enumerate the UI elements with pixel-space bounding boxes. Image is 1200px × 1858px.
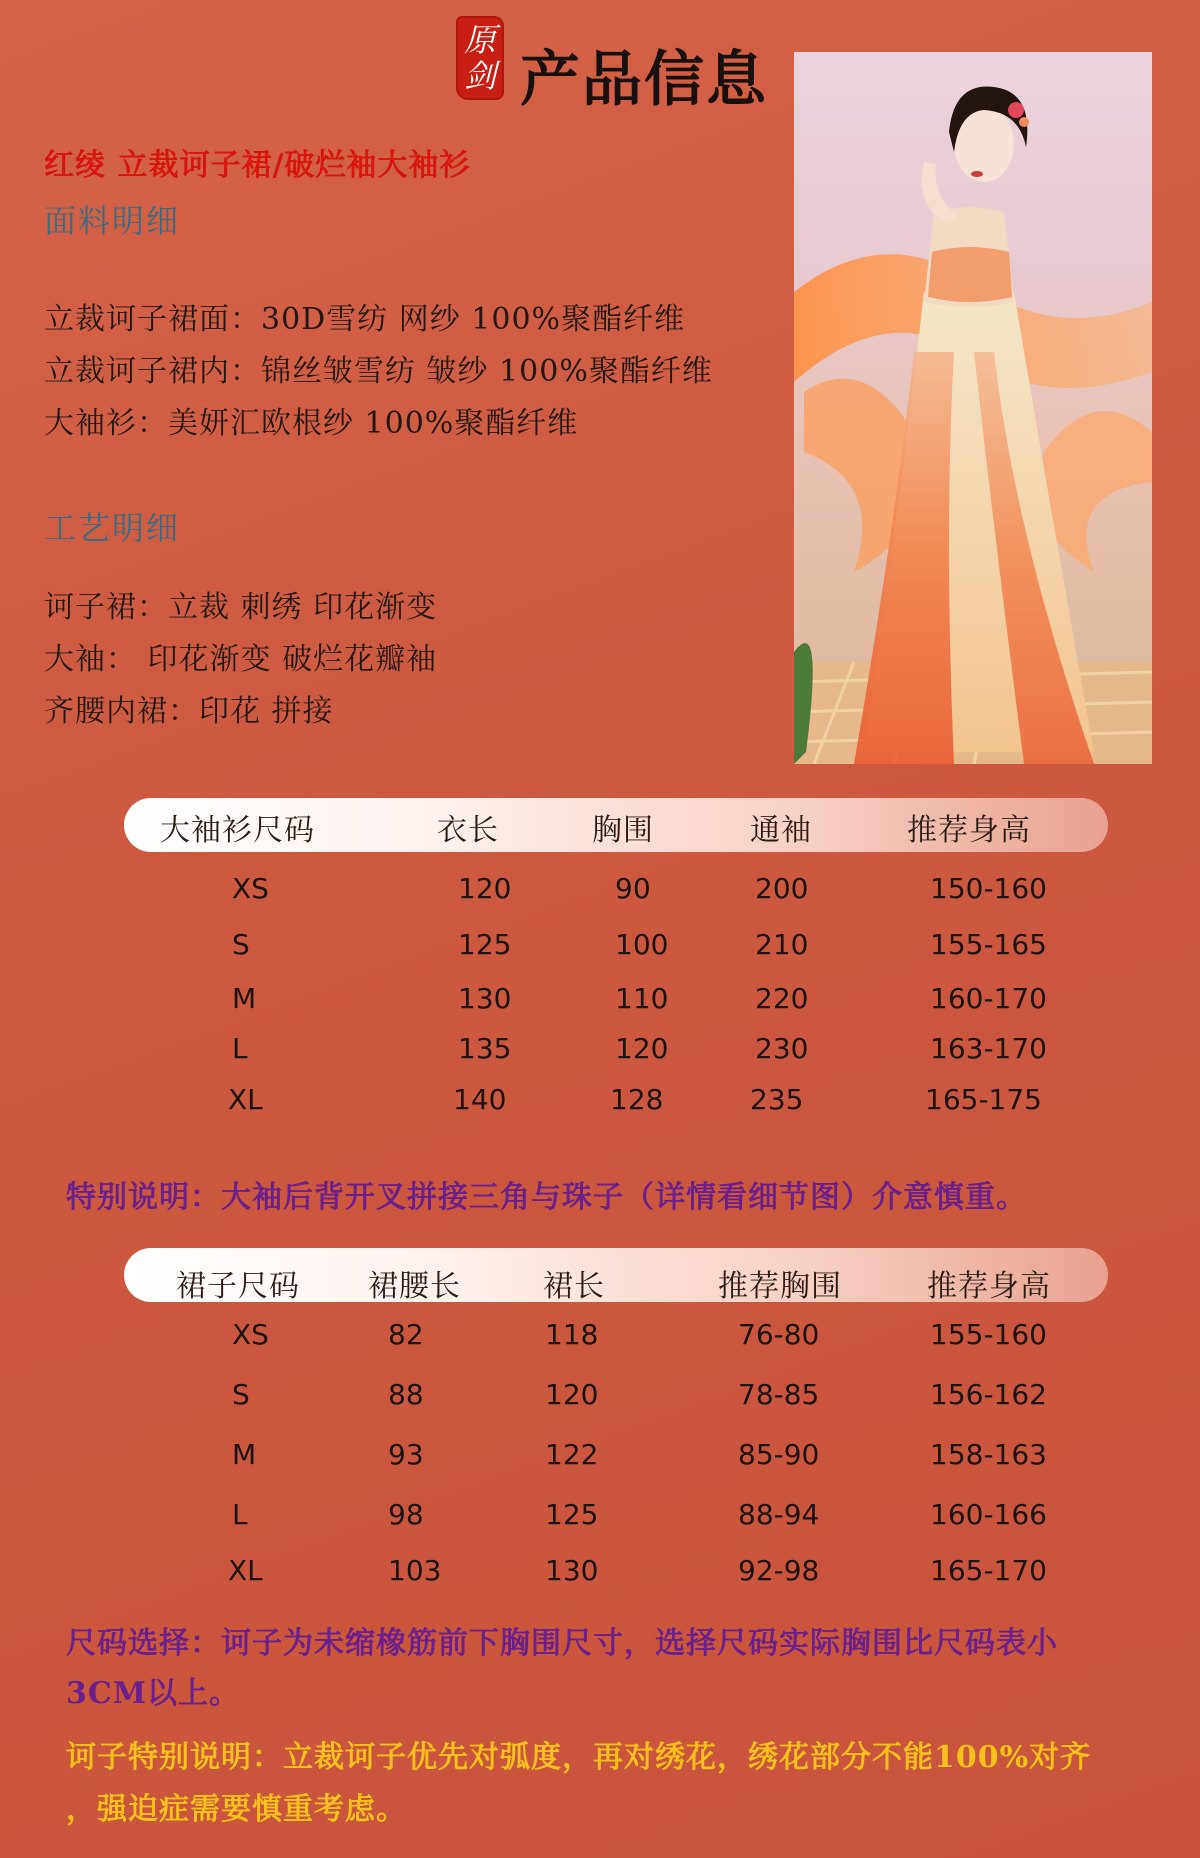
table-cell: 125	[545, 1498, 599, 1531]
fabric-line: 立裁诃子裙内：锦丝皱雪纺 皱纱 100%聚酯纤维	[44, 354, 713, 389]
fabric-line: 立裁诃子裙面：30D雪纺 网纱 100%聚酯纤维	[44, 302, 686, 337]
table-cell: 155-165	[930, 928, 1047, 961]
table-cell: L	[232, 1498, 248, 1531]
table-cell: 93	[388, 1438, 424, 1471]
column-header: 裙子尺码	[176, 1269, 300, 1304]
table-cell: 120	[545, 1378, 599, 1411]
table-cell: 140	[453, 1083, 507, 1116]
table-cell: 85-90	[738, 1438, 820, 1471]
model-illustration	[794, 52, 1152, 764]
table-cell: 82	[388, 1318, 424, 1351]
model-photo	[794, 52, 1152, 764]
craft-line: 大袖： 印花渐变 破烂花瓣袖	[44, 642, 438, 677]
craft-heading: 工艺明细	[44, 509, 181, 547]
table-cell: 110	[615, 982, 669, 1015]
table-cell: 160-166	[930, 1498, 1047, 1531]
size-note-line: 尺码选择：诃子为未缩橡筋前下胸围尺寸，选择尺码实际胸围比尺码表小	[66, 1626, 1058, 1661]
table-cell: 78-85	[738, 1378, 820, 1411]
brand-seal	[456, 16, 504, 100]
table-cell: 103	[388, 1554, 442, 1587]
column-header: 通袖	[750, 813, 812, 848]
table-cell: XS	[232, 1318, 269, 1351]
product-name: 红绫 立裁诃子裙/破烂袖大袖衫	[44, 148, 471, 183]
table-cell: 230	[755, 1032, 809, 1065]
craft-line: 齐腰内裙：印花 拼接	[44, 694, 334, 729]
table-cell: S	[232, 1378, 250, 1411]
table-cell: 92-98	[738, 1554, 820, 1587]
table-cell: 165-170	[930, 1554, 1047, 1587]
fabric-line: 大袖衫：美妍汇欧根纱 100%聚酯纤维	[44, 406, 579, 441]
table-cell: 150-160	[930, 872, 1047, 905]
column-header: 衣长	[437, 813, 499, 848]
table-cell: 88	[388, 1378, 424, 1411]
table-cell: 128	[610, 1083, 664, 1116]
size-note-line: 3CM以上。	[66, 1676, 240, 1711]
table-cell: 210	[755, 928, 809, 961]
table-cell: XL	[228, 1083, 263, 1116]
column-header: 推荐身高	[927, 1269, 1051, 1304]
column-header: 胸围	[592, 813, 654, 848]
column-header: 推荐胸围	[718, 1269, 842, 1304]
table-cell: XS	[232, 872, 269, 905]
table-cell: 122	[545, 1438, 599, 1471]
table-cell: 156-162	[930, 1378, 1047, 1411]
table-cell: 163-170	[930, 1032, 1047, 1065]
table-cell: 200	[755, 872, 809, 905]
table-cell: 90	[615, 872, 651, 905]
table-cell: 120	[615, 1032, 669, 1065]
table-cell: 155-160	[930, 1318, 1047, 1351]
table-cell: 120	[458, 872, 512, 905]
column-header: 推荐身高	[907, 813, 1031, 848]
special-note: 特别说明：大袖后背开叉拼接三角与珠子（详情看细节图）介意慎重。	[66, 1180, 1027, 1215]
table-cell: M	[232, 982, 257, 1015]
hezi-note-line: 诃子特别说明：立裁诃子优先对弧度，再对绣花，绣花部分不能100%对齐	[66, 1740, 1092, 1775]
table-cell: 118	[545, 1318, 599, 1351]
hezi-note-line: ，强迫症需要慎重考虑。	[66, 1792, 407, 1827]
table-cell: 235	[750, 1083, 804, 1116]
table-cell: 160-170	[930, 982, 1047, 1015]
table-cell: 100	[615, 928, 669, 961]
table-cell: 130	[458, 982, 512, 1015]
column-header: 大袖衫尺码	[160, 813, 315, 848]
table-cell: 98	[388, 1498, 424, 1531]
seal-char: 剑	[463, 57, 496, 95]
table-cell: 76-80	[738, 1318, 820, 1351]
craft-line: 诃子裙：立裁 刺绣 印花渐变	[44, 590, 438, 625]
table-cell: 158-163	[930, 1438, 1047, 1471]
column-header: 裙腰长	[368, 1269, 461, 1304]
table-cell: 220	[755, 982, 809, 1015]
seal-char: 原	[463, 21, 496, 59]
column-header: 裙长	[543, 1269, 605, 1304]
table-cell: S	[232, 928, 250, 961]
table-cell: 165-175	[925, 1083, 1042, 1116]
table-cell: 135	[458, 1032, 512, 1065]
table-cell: 88-94	[738, 1498, 820, 1531]
table-cell: XL	[228, 1554, 263, 1587]
table-cell: 125	[458, 928, 512, 961]
fabric-heading: 面料明细	[44, 202, 181, 240]
table-cell: L	[232, 1032, 248, 1065]
page-title: 产品信息	[520, 45, 768, 115]
table-cell: 130	[545, 1554, 599, 1587]
table-cell: M	[232, 1438, 257, 1471]
